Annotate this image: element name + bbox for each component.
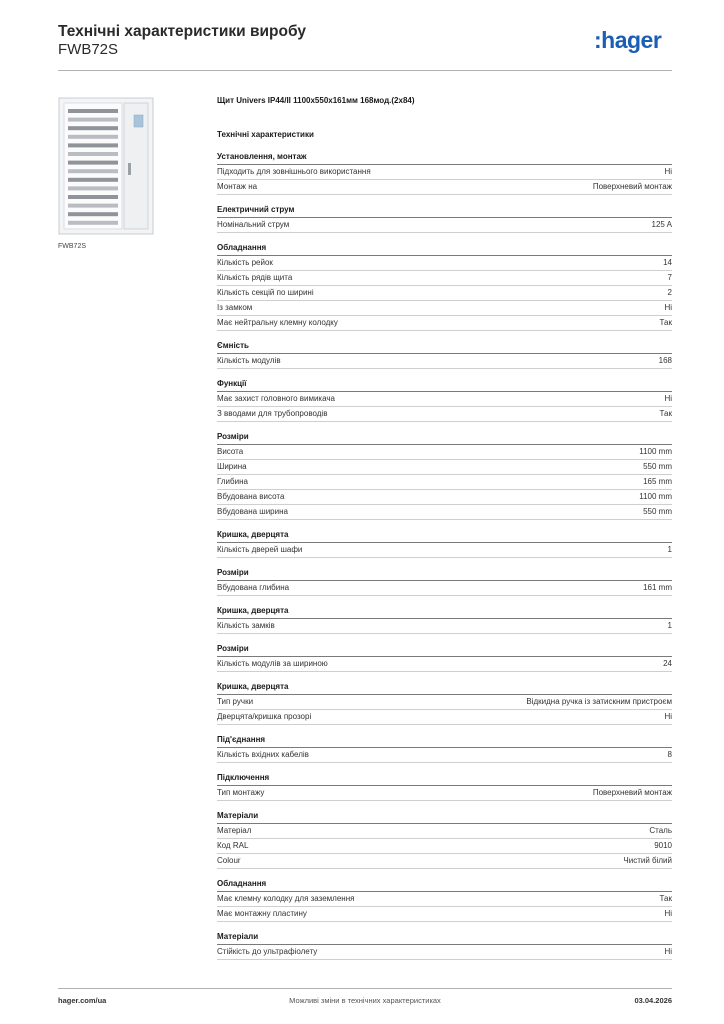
spec-group-title: Кришка, дверцята — [217, 530, 672, 543]
spec-row — [217, 710, 672, 725]
spec-group — [217, 205, 672, 233]
spec-value: Так — [659, 409, 672, 418]
spec-group — [217, 530, 672, 558]
spec-group — [217, 432, 672, 520]
spec-group-title: Кришка, дверцята — [217, 606, 672, 619]
spec-row — [217, 271, 672, 286]
spec-value: Поверхневий монтаж — [592, 788, 672, 797]
product-name: Щит Univers IP44/II 1100x550x161мм 168мод.(2x84) — [217, 96, 415, 105]
spec-group — [217, 568, 672, 596]
spec-label: Монтаж на — [217, 182, 258, 191]
spec-label: Кількість модулів за шириною — [217, 659, 328, 668]
spec-label: Підходить для зовнішнього використання — [217, 167, 371, 176]
spec-row — [217, 392, 672, 407]
spec-value: Ні — [664, 303, 672, 312]
image-caption: FWB72S — [58, 243, 87, 250]
spec-label: Кількість вхідних кабелів — [217, 750, 309, 759]
spec-group-title: Матеріали — [217, 811, 672, 824]
spec-row — [217, 907, 672, 922]
spec-heading: Технічні характеристики — [217, 130, 314, 139]
document-header — [58, 22, 306, 59]
spec-group-title: Установлення, монтаж — [217, 152, 672, 165]
spec-label: З вводами для трубопроводів — [217, 409, 328, 418]
spec-row — [217, 354, 672, 369]
spec-label: Кількість рядів щита — [217, 273, 293, 282]
spec-value: 8 — [667, 750, 672, 759]
spec-value: 24 — [663, 659, 672, 668]
spec-group-title: Розміри — [217, 644, 672, 657]
spec-group-title: Розміри — [217, 432, 672, 445]
spec-row — [217, 475, 672, 490]
spec-value: Так — [659, 894, 672, 903]
spec-value: Ні — [664, 712, 672, 721]
spec-label: Матеріал — [217, 826, 252, 835]
spec-row — [217, 543, 672, 558]
spec-value: 550 mm — [643, 462, 672, 471]
spec-value: 7 — [667, 273, 672, 282]
spec-group — [217, 341, 672, 369]
spec-label: Має нейтральну клемну колодку — [217, 318, 338, 327]
spec-value: 2 — [667, 288, 672, 297]
spec-label: Номінальний струм — [217, 220, 290, 229]
spec-group-title: Кришка, дверцята — [217, 682, 672, 695]
spec-group — [217, 606, 672, 634]
spec-row — [217, 460, 672, 475]
spec-value: Так — [659, 318, 672, 327]
spec-label: Глибина — [217, 477, 248, 486]
spec-row — [217, 256, 672, 271]
spec-content — [217, 96, 672, 970]
spec-label: Стійкість до ультрафіолету — [217, 947, 318, 956]
spec-group — [217, 879, 672, 922]
spec-label: Ширина — [217, 462, 247, 471]
spec-value: Поверхневий монтаж — [592, 182, 672, 191]
spec-label: Має монтажну пластину — [217, 909, 307, 918]
spec-label: Кількість замків — [217, 621, 275, 630]
spec-label: Кількість рейок — [217, 258, 273, 267]
spec-group — [217, 811, 672, 869]
spec-row — [217, 748, 672, 763]
footer-disclaimer: Можливі зміни в технічних характеристиках — [289, 996, 441, 1005]
spec-value: 9010 — [654, 841, 672, 850]
document-title: Технічні характеристики виробу — [58, 23, 306, 40]
spec-value: 550 mm — [643, 507, 672, 516]
spec-value: Чистий білий — [623, 856, 672, 865]
product-code: FWB72S — [58, 41, 119, 58]
spec-row — [217, 945, 672, 960]
spec-row — [217, 218, 672, 233]
spec-row — [217, 165, 672, 180]
spec-row — [217, 286, 672, 301]
spec-group — [217, 379, 672, 422]
spec-group — [217, 735, 672, 763]
spec-label: Із замком — [217, 303, 253, 312]
spec-row — [217, 505, 672, 520]
footer-site-link[interactable]: hager.com/ua — [58, 996, 107, 1005]
spec-group-title: Розміри — [217, 568, 672, 581]
spec-label: Висота — [217, 447, 244, 456]
spec-label: Кількість модулів — [217, 356, 281, 365]
spec-value: 1100 mm — [639, 447, 672, 456]
spec-label: Має захист головного вимикача — [217, 394, 335, 403]
spec-row — [217, 180, 672, 195]
spec-row — [217, 854, 672, 869]
footer-date: 03.04.2026 — [634, 996, 672, 1005]
spec-label: Colour — [217, 856, 241, 865]
spec-row — [217, 490, 672, 505]
spec-value: Ні — [664, 394, 672, 403]
spec-row — [217, 695, 672, 710]
spec-label: Кількість дверей шафи — [217, 545, 303, 554]
product-image — [58, 97, 154, 235]
spec-label: Має клемну колодку для заземлення — [217, 894, 355, 903]
hager-logo-text: :hager — [594, 27, 662, 53]
spec-group-title: Електричний струм — [217, 205, 672, 218]
spec-row — [217, 892, 672, 907]
spec-row — [217, 619, 672, 634]
spec-value: 165 mm — [643, 477, 672, 486]
spec-value: Ні — [664, 909, 672, 918]
spec-row — [217, 445, 672, 460]
spec-group-title: Підключення — [217, 773, 672, 786]
spec-group — [217, 773, 672, 801]
footer-divider — [58, 988, 672, 989]
spec-row — [217, 824, 672, 839]
spec-group — [217, 243, 672, 331]
spec-label: Тип ручки — [217, 697, 254, 706]
spec-value: 1 — [667, 621, 672, 630]
spec-label: Кількість секцій по ширині — [217, 288, 314, 297]
spec-label: Тип монтажу — [217, 788, 265, 797]
spec-value: Ні — [664, 947, 672, 956]
hager-logo — [594, 26, 674, 54]
spec-value: 1100 mm — [639, 492, 672, 501]
spec-row — [217, 316, 672, 331]
spec-row — [217, 657, 672, 672]
spec-group — [217, 152, 672, 195]
spec-label: Дверцята/кришка прозорі — [217, 712, 312, 721]
spec-row — [217, 839, 672, 854]
header-divider — [58, 70, 672, 71]
spec-value: 14 — [663, 258, 672, 267]
spec-label: Вбудована висота — [217, 492, 285, 501]
spec-group-title: Матеріали — [217, 932, 672, 945]
spec-group — [217, 644, 672, 672]
spec-group — [217, 682, 672, 725]
spec-value: 161 mm — [643, 583, 672, 592]
spec-row — [217, 786, 672, 801]
spec-value: Відкидна ручка із затискним пристроєм — [526, 697, 672, 706]
spec-group-title: Функції — [217, 379, 672, 392]
spec-value: 125 A — [651, 220, 672, 229]
spec-group-title: Ємність — [217, 341, 672, 354]
spec-group-title: Під'єднання — [217, 735, 672, 748]
spec-value: Ні — [664, 167, 672, 176]
spec-group-title: Обладнання — [217, 243, 672, 256]
spec-label: Вбудована глибина — [217, 583, 290, 592]
spec-groups — [217, 152, 672, 960]
spec-value: Сталь — [649, 826, 672, 835]
spec-label: Код RAL — [217, 841, 249, 850]
spec-row — [217, 581, 672, 596]
spec-group — [217, 932, 672, 960]
spec-value: 1 — [667, 545, 672, 554]
spec-row — [217, 301, 672, 316]
spec-group-title: Обладнання — [217, 879, 672, 892]
spec-label: Вбудована ширина — [217, 507, 288, 516]
spec-value: 168 — [658, 356, 672, 365]
spec-row — [217, 407, 672, 422]
